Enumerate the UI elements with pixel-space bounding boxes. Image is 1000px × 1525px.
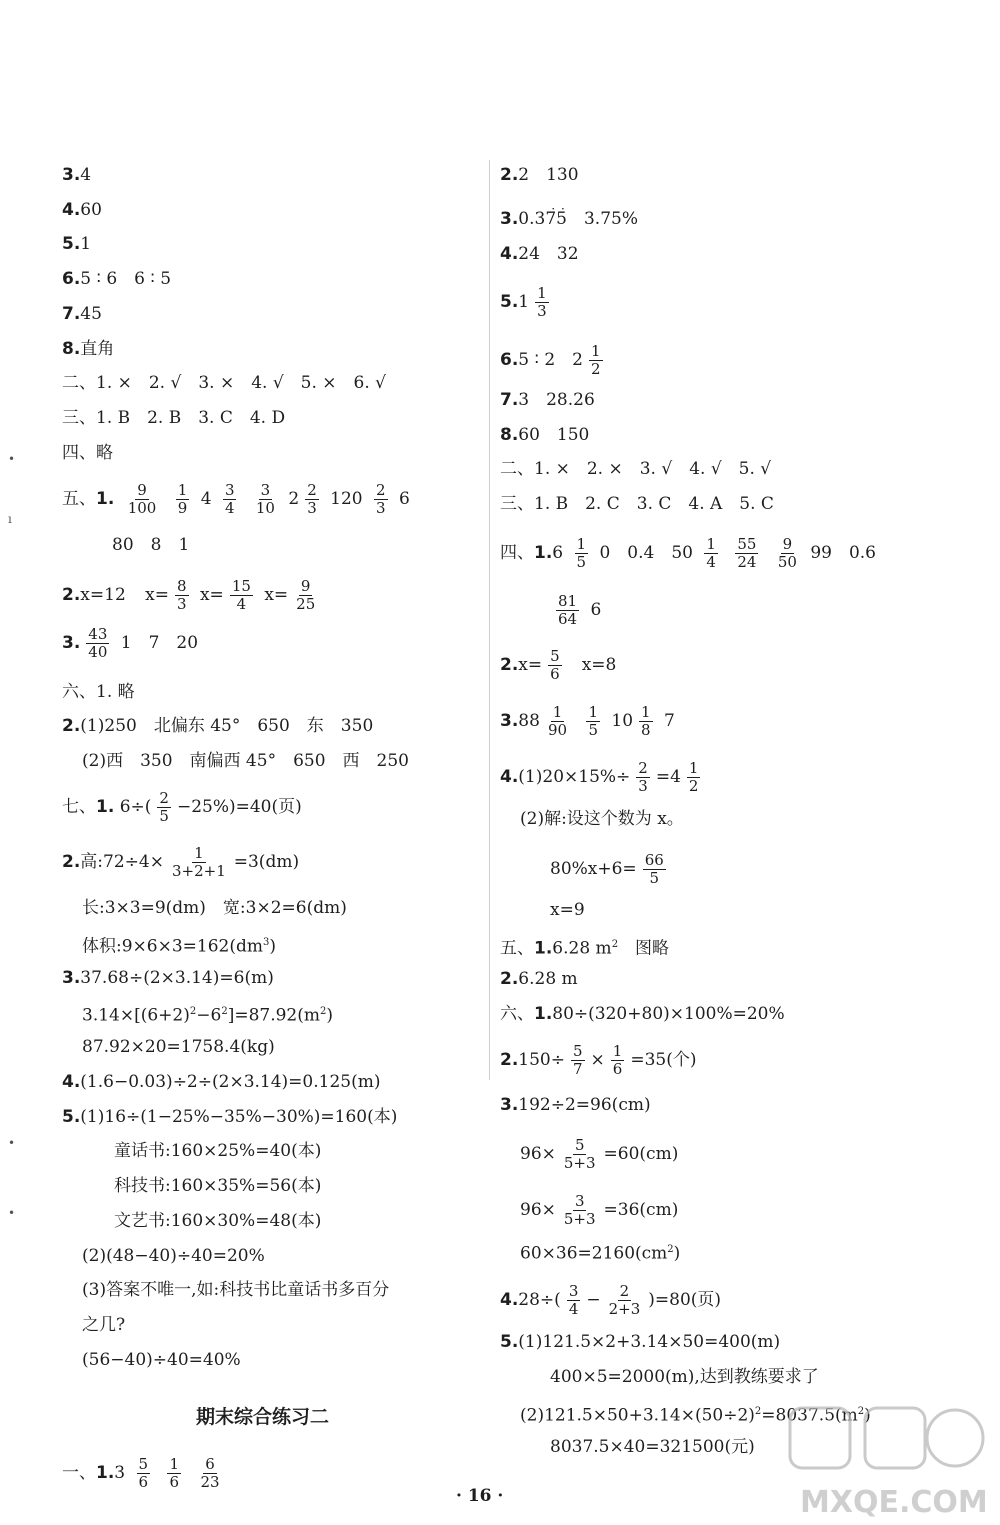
answer-line: 3.4	[62, 165, 92, 185]
answer-line: 80 8 1	[112, 535, 190, 555]
fraction: $\frac{5}{6}$	[550, 647, 560, 683]
margin-dot: •	[8, 452, 16, 466]
answer-line: 87.92×20=1758.4(kg)	[82, 1037, 275, 1057]
answer-line: 96× $\frac{3}{5+3}$ =36(cm)	[520, 1192, 679, 1228]
fraction: $\frac{3}{5+3}$	[563, 1192, 596, 1228]
fraction: $\frac{1}{2}$	[688, 759, 699, 795]
fraction: $\frac{3}{10}$	[255, 481, 275, 517]
section-title: 期末综合练习二	[196, 1406, 330, 1428]
answer-line: 4.(1)20×15%÷ $\frac{2}{3}$ =4 $\frac{1}{2}$	[500, 759, 699, 795]
answer-line: 80%x+6= $\frac{66}{5}$	[550, 851, 664, 887]
fraction: $\frac{2}{2+3}$	[608, 1282, 641, 1318]
answer-line: (2)解:设这个数为 x。	[520, 809, 684, 829]
fraction: $\frac{3}{4}$	[568, 1282, 579, 1318]
answer-line: 五、1.6.28 $m^2$ 图略	[500, 938, 670, 959]
answer-line: 3.192÷2=96(cm)	[500, 1095, 651, 1115]
answer-line: $60\times 36=2160(cm^2)$	[520, 1243, 681, 1264]
fraction: $\frac{8}{3}$	[177, 577, 187, 613]
answer-line: (3)答案不唯一,如:科技书比童话书多百分	[82, 1280, 390, 1300]
answer-line: $3.14\times[(6+2)^2-6^2]=87.92(m^2)$	[82, 1005, 333, 1026]
answer-line: (2)(48−40)÷40=20%	[82, 1246, 265, 1266]
answer-line: 2.x=12 x= $\frac{8}{3}$ x= $\frac{15}{4}$ x= $\frac{9}{25}$	[62, 577, 316, 613]
fraction: $\frac{1}{2}$	[590, 342, 601, 378]
fraction: $\frac{1}{6}$	[169, 1455, 180, 1491]
answer-line: 三、1. B 2. B 3. C 4. D	[62, 408, 286, 428]
fraction: $\frac{1}{3+2+1}$	[171, 844, 226, 880]
fraction: $\frac{1}{8}$	[641, 703, 651, 739]
answer-line: 文艺书:160×30%=48(本)	[114, 1211, 322, 1231]
answer-line: 二、1. × 2. √ 3. × 4. √ 5. × 6. √	[62, 373, 386, 393]
answer-line: 3. $\frac{43}{40}$ 1 7 20	[62, 625, 199, 661]
watermark-text: MXQE.COM	[800, 1485, 988, 1520]
fraction: $\frac{81}{64}$	[558, 592, 578, 628]
answer-line: 五、1. $\frac{9}{100}$ $\frac{1}{9}$ 4 $\frac{3}{4}$ $\frac{3}{10}$ 2 $\frac{2}{3}$ 120 $\frac{2}{3}$ 6	[62, 481, 410, 517]
fraction: $\frac{6}{23}$	[200, 1455, 220, 1491]
answer-line: 体积$:9\times 6\times 3=162(dm^3)$	[82, 936, 277, 957]
answer-line: $(2)121.5\times 50+3.14\times(50\div 2)^2=8037.5(m^2)$	[520, 1405, 871, 1426]
fraction: $\frac{2}{3}$	[376, 481, 386, 517]
fraction: $\frac{3}{4}$	[224, 481, 235, 517]
answer-line: 5.(1)16÷(1−25%−35%−30%)=160(本)	[62, 1107, 398, 1127]
answer-line: 六、1. 略	[62, 682, 135, 702]
fraction: $\frac{9}{100}$	[127, 481, 157, 517]
fraction: $\frac{43}{40}$	[88, 625, 108, 661]
fraction: $\frac{66}{5}$	[644, 851, 664, 887]
answer-line: 4.24 32	[500, 244, 579, 264]
watermark-logo	[770, 1400, 990, 1520]
fraction: $\frac{5}{5+3}$	[563, 1136, 596, 1172]
answer-line: 6.5 ∶ 2 2 $\frac{1}{2}$	[500, 342, 601, 378]
fraction: $\frac{9}{25}$	[296, 577, 316, 613]
answer-line: 长:3×3=9(dm) 宽:3×2=6(dm)	[82, 898, 347, 918]
answer-line: 科技书:160×35%=56(本)	[114, 1176, 322, 1196]
fraction: $\frac{1}{5}$	[576, 535, 587, 571]
answer-line: 4.28÷( $\frac{3}{4}$ − $\frac{2}{2+3}$ )=80(页)	[500, 1282, 722, 1318]
answer-line: (2)西 350 南偏西 45° 650 西 250	[82, 751, 409, 771]
answer-line: 7.3 28.26	[500, 390, 595, 410]
fraction: $\frac{1}{5}$	[588, 703, 598, 739]
fraction: $\frac{1}{6}$	[612, 1042, 623, 1078]
answer-line: 8.60 150	[500, 425, 590, 445]
answer-line: 96× $\frac{5}{5+3}$ =60(cm)	[520, 1136, 679, 1172]
answer-line: 2.x= $\frac{5}{6}$ x=8	[500, 647, 617, 683]
fraction: $\frac{1}{90}$	[547, 703, 568, 739]
answer-line: (56−40)÷40=40%	[82, 1350, 241, 1370]
column-divider	[489, 160, 490, 1080]
fraction: $\frac{2}{5}$	[159, 789, 169, 825]
fraction: $\frac{15}{4}$	[231, 577, 251, 613]
fraction: $\frac{5}{7}$	[573, 1042, 583, 1078]
fraction: $\frac{5}{6}$	[138, 1455, 149, 1491]
answer-line: 六、1.80÷(320+80)×100%=20%	[500, 1004, 785, 1024]
margin-dot: •	[8, 1206, 16, 1220]
answer-line: 5.(1)121.5×2+3.14×50=400(m)	[500, 1332, 781, 1352]
margin-dot: •	[8, 1136, 16, 1150]
answer-line: 4.(1.6−0.03)÷2÷(2×3.14)=0.125(m)	[62, 1072, 381, 1092]
answer-line: 七、1. 6÷( $\frac{2}{5}$ −25%)=40(页)	[62, 789, 302, 825]
margin-dot: ı	[8, 512, 12, 526]
page-number: · 16 ·	[456, 1486, 504, 1506]
answer-line: 2.(1)250 北偏东 45° 650 东 350	[62, 716, 374, 736]
answer-line: 8037.5×40=321500(元)	[550, 1437, 755, 1457]
answer-line: $\frac{81}{64}$ 6	[558, 592, 602, 628]
answer-line: 5.1	[62, 234, 92, 254]
answer-line: 7.45	[62, 304, 102, 324]
fraction: $\frac{9}{50}$	[777, 535, 797, 571]
answer-line: 4.60	[62, 200, 102, 220]
answer-line: 之几?	[82, 1315, 126, 1335]
answer-line: 8.直角	[62, 339, 115, 359]
answer-line: 2.高:72÷4× $\frac{1}{3+2+1}$ =3(dm)	[62, 844, 300, 880]
answer-line: 童话书:160×25%=40(本)	[114, 1141, 322, 1161]
fraction: $\frac{2}{3}$	[638, 759, 648, 795]
answer-line: 2.150÷ $\frac{5}{7}$ × $\frac{1}{6}$ =35(个)	[500, 1042, 697, 1078]
answer-line: 5.1 $\frac{1}{3}$	[500, 284, 547, 320]
fraction: $\frac{1}{9}$	[177, 481, 188, 517]
answer-line: 6.5 ∶ 6 6 ∶ 5	[62, 269, 172, 289]
answer-line: 三、1. B 2. C 3. C 4. A 5. C	[500, 494, 774, 514]
answer-line: 2.6.28 m	[500, 969, 578, 989]
answer-line: 二、1. × 2. × 3. √ 4. √ 5. √	[500, 459, 772, 479]
fraction: $\frac{1}{4}$	[706, 535, 716, 571]
answer-line: 四、略	[62, 443, 113, 463]
answer-line: 400×5=2000(m),达到教练要求了	[550, 1367, 819, 1387]
fraction: $\frac{55}{24}$	[737, 535, 757, 571]
answer-line: 3.37.68÷(2×3.14)=6(m)	[62, 968, 274, 988]
answer-line: 3.0.3· · 75 3.75%	[500, 207, 638, 231]
answer-line: 四、1.6 $\frac{1}{5}$ 0 0.4 50 $\frac{1}{4}$ $\frac{55}{24}$ $\frac{9}{50}$ 99 0.6	[500, 535, 876, 571]
answer-line: 3.88 $\frac{1}{90}$ $\frac{1}{5}$ 10 $\frac{1}{8}$ 7	[500, 703, 675, 739]
fraction: $\frac{2}{3}$	[307, 481, 317, 517]
fraction: $\frac{1}{3}$	[537, 284, 547, 320]
answer-line: 一、1.3 $\frac{5}{6}$ $\frac{1}{6}$ $\frac{6}{23}$	[62, 1455, 220, 1491]
answer-line: x=9	[550, 900, 585, 920]
answer-line: 2.2 130	[500, 165, 579, 185]
repeating-decimal: · · 75	[545, 209, 567, 229]
